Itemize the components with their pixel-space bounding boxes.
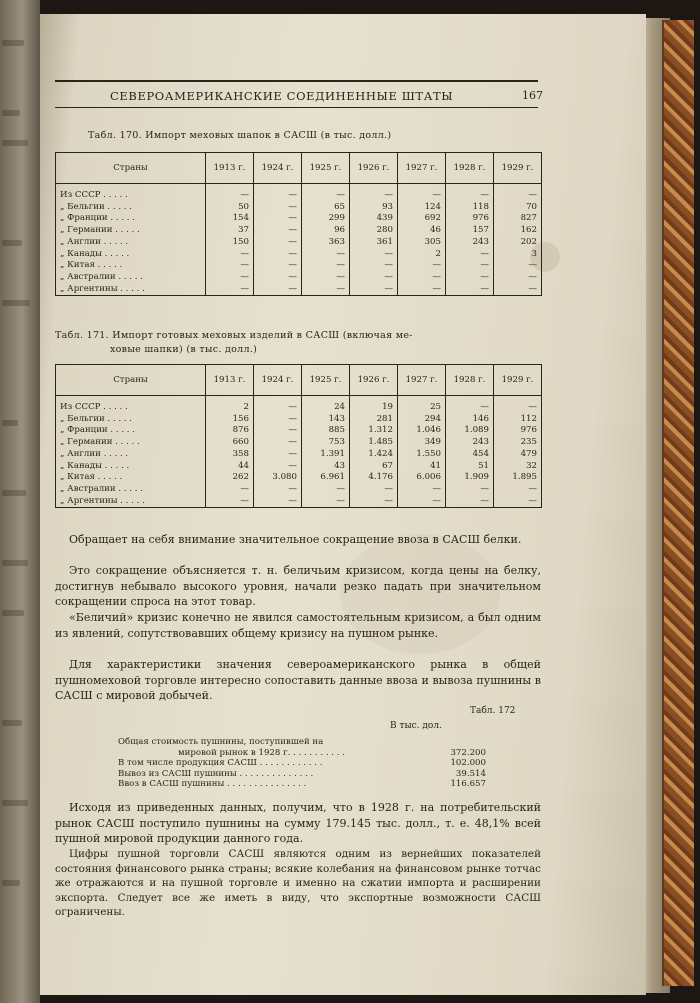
table-header-row xyxy=(56,153,542,184)
value-cell: 479 xyxy=(494,449,542,461)
table-row xyxy=(56,202,542,214)
country-cell: „ Германии . . . . . xyxy=(56,225,206,237)
country-cell: „ Китая . . . . . xyxy=(56,260,206,272)
value-cell: — xyxy=(206,484,254,496)
value-cell: 660 xyxy=(206,437,254,449)
value-cell: 363 xyxy=(302,237,350,249)
table-row xyxy=(56,213,542,225)
value-cell: 25 xyxy=(398,402,446,414)
column-header: 1925 г. xyxy=(302,153,350,184)
value-cell: 1.312 xyxy=(350,425,398,437)
column-header: 1927 г. xyxy=(398,153,446,184)
value-cell: 262 xyxy=(206,472,254,484)
value-cell: 294 xyxy=(398,414,446,426)
value-cell: 305 xyxy=(398,237,446,249)
header-rule-bottom xyxy=(55,107,538,108)
table-row xyxy=(118,748,486,759)
value-cell: 50 xyxy=(206,202,254,214)
table-row xyxy=(56,190,542,202)
adjacent-left-page xyxy=(0,0,40,1003)
country-cell: „ Аргентины . . . . . xyxy=(56,496,206,508)
value-cell: — xyxy=(254,260,302,272)
value-cell: 299 xyxy=(302,213,350,225)
value-cell: — xyxy=(254,437,302,449)
table-row xyxy=(56,472,542,484)
value-cell: — xyxy=(206,272,254,284)
value-cell: 1.046 xyxy=(398,425,446,437)
value-cell: 65 xyxy=(302,202,350,214)
column-header: 1924 г. xyxy=(254,365,302,396)
country-cell: „ Канады . . . . . xyxy=(56,249,206,261)
table-row xyxy=(56,260,542,272)
paragraph: Цифры пушной торговли САСШ являются одним из вернейших показателей состояния финансового рынка страны; всякие колебания на финансовом рынке тотчас же отражаются и на пушной торговле и именно на сжатии импорта и расширении экспорта. Следует все же иметь в виду, что экспортные возможности САСШ ограничены. xyxy=(55,848,541,919)
value-cell: 93 xyxy=(350,202,398,214)
value-cell: 202 xyxy=(494,237,542,249)
country-cell: „ Франции . . . . . xyxy=(56,213,206,225)
value-cell: — xyxy=(446,484,494,496)
book-binding xyxy=(662,20,694,986)
paragraph: Обращает на себя внимание значительное сокращение ввоза в САСШ белки. xyxy=(69,533,522,546)
table-171-caption-line1: Табл. 171. Импорт готовых меховых изделий в САСШ (включая ме- xyxy=(55,330,413,341)
value-cell: — xyxy=(254,237,302,249)
value-cell: — xyxy=(302,284,350,296)
value-cell: — xyxy=(494,284,542,296)
country-cell: „ Австралии . . . . . xyxy=(56,272,206,284)
row-value: 102.000 xyxy=(450,758,486,769)
value-cell: — xyxy=(398,484,446,496)
value-cell: 454 xyxy=(446,449,494,461)
value-cell: — xyxy=(206,496,254,508)
value-cell: 51 xyxy=(446,461,494,473)
row-label: В том числе продукция САСШ . . . . . . . . . . . . xyxy=(118,758,323,769)
value-cell: 3.080 xyxy=(254,472,302,484)
country-cell: „ Англии . . . . . xyxy=(56,449,206,461)
country-cell: „ Германии . . . . . xyxy=(56,437,206,449)
column-header: 1929 г. xyxy=(494,153,542,184)
value-cell: 24 xyxy=(302,402,350,414)
value-cell: — xyxy=(254,202,302,214)
table-171 xyxy=(55,364,542,508)
table-171-caption-line2: ховые шапки) (в тыс. долл.) xyxy=(110,344,258,355)
table-row xyxy=(56,272,542,284)
value-cell: 885 xyxy=(302,425,350,437)
country-cell: „ Франции . . . . . xyxy=(56,425,206,437)
book-page xyxy=(40,14,646,995)
country-cell: „ Аргентины . . . . . xyxy=(56,284,206,296)
column-header: 1926 г. xyxy=(350,153,398,184)
value-cell: — xyxy=(254,484,302,496)
value-cell: — xyxy=(350,496,398,508)
table-row xyxy=(56,425,542,437)
row-value: 372.200 xyxy=(450,747,486,758)
value-cell: 70 xyxy=(494,202,542,214)
column-header: 1913 г. xyxy=(206,153,254,184)
table-header-row xyxy=(56,365,542,396)
value-cell: — xyxy=(494,190,542,202)
value-cell: 361 xyxy=(350,237,398,249)
column-header: 1928 г. xyxy=(446,153,494,184)
table-170 xyxy=(55,152,542,296)
value-cell: 2 xyxy=(206,402,254,414)
running-head: СЕВЕРОАМЕРИКАНСКИЕ СОЕДИНЕННЫЕ ШТАТЫ xyxy=(110,89,454,103)
value-cell: — xyxy=(350,190,398,202)
value-cell: — xyxy=(254,284,302,296)
value-cell: 439 xyxy=(350,213,398,225)
value-cell: — xyxy=(446,402,494,414)
value-cell: 96 xyxy=(302,225,350,237)
value-cell: — xyxy=(254,190,302,202)
value-cell: 1.391 xyxy=(302,449,350,461)
value-cell: 281 xyxy=(350,414,398,426)
country-cell: „ Бельгии . . . . . xyxy=(56,202,206,214)
value-cell: — xyxy=(398,260,446,272)
paragraph: «Беличий» кризис конечно не явился самостоятельным кризисом, а был одним из явлений, сопутствовавших общему кризису на пушном рынке. xyxy=(55,611,541,640)
value-cell: 243 xyxy=(446,237,494,249)
value-cell: — xyxy=(206,260,254,272)
table-172-label: Табл. 172 xyxy=(470,706,516,716)
value-cell: 6.006 xyxy=(398,472,446,484)
value-cell: — xyxy=(446,496,494,508)
paragraph: Для характеристики значения североамериканского рынка в общей пушномеховой торговле интересно сопоставить данные ввоза и вывоза пушнины в САСШ с мировой добычей. xyxy=(55,658,541,703)
table-row xyxy=(56,249,542,261)
table-172 xyxy=(118,737,486,790)
value-cell: — xyxy=(302,190,350,202)
value-cell: — xyxy=(254,425,302,437)
table-170-caption: Табл. 170. Импорт меховых шапок в САСШ (в тыс. долл.) xyxy=(88,130,392,141)
table-row xyxy=(56,402,542,414)
country-cell: Из СССР . . . . . xyxy=(56,190,206,202)
value-cell: — xyxy=(302,496,350,508)
table-row xyxy=(56,496,542,508)
column-header: Страны xyxy=(56,365,206,396)
value-cell: 3 xyxy=(494,249,542,261)
value-cell: — xyxy=(302,249,350,261)
country-cell: Из СССР . . . . . xyxy=(56,402,206,414)
value-cell: 112 xyxy=(494,414,542,426)
value-cell: 2 xyxy=(398,249,446,261)
value-cell: 32 xyxy=(494,461,542,473)
column-header: 1926 г. xyxy=(350,365,398,396)
value-cell: 4.176 xyxy=(350,472,398,484)
value-cell: 46 xyxy=(398,225,446,237)
table-row xyxy=(56,225,542,237)
value-cell: 976 xyxy=(494,425,542,437)
value-cell: — xyxy=(446,272,494,284)
value-cell: — xyxy=(254,496,302,508)
value-cell: 162 xyxy=(494,225,542,237)
column-header: 1929 г. xyxy=(494,365,542,396)
value-cell: 154 xyxy=(206,213,254,225)
value-cell: — xyxy=(398,496,446,508)
table-row xyxy=(56,449,542,461)
value-cell: 1.424 xyxy=(350,449,398,461)
value-cell: — xyxy=(350,284,398,296)
table-row xyxy=(118,758,486,769)
table-row xyxy=(56,414,542,426)
value-cell: 146 xyxy=(446,414,494,426)
row-label: Вывоз из САСШ пушнины . . . . . . . . . . . . . . xyxy=(118,768,314,779)
value-cell: 1.485 xyxy=(350,437,398,449)
value-cell: — xyxy=(398,272,446,284)
value-cell: 358 xyxy=(206,449,254,461)
value-cell: — xyxy=(446,190,494,202)
value-cell: — xyxy=(446,260,494,272)
value-cell: 43 xyxy=(302,461,350,473)
paragraph: Это сокращение объясняется т. н. беличьим кризисом, когда цены на белку, достигнув небывало высокого уровня, начали резко падать при значительном сокращении спроса на этот товар. xyxy=(55,564,541,609)
value-cell: 37 xyxy=(206,225,254,237)
page-number: 167 xyxy=(522,89,543,102)
value-cell: — xyxy=(398,190,446,202)
row-value: 116.657 xyxy=(450,779,486,790)
value-cell: — xyxy=(350,484,398,496)
country-cell: „ Канады . . . . . xyxy=(56,461,206,473)
value-cell: 280 xyxy=(350,225,398,237)
table-row xyxy=(56,284,542,296)
value-cell: 349 xyxy=(398,437,446,449)
table-row xyxy=(56,461,542,473)
value-cell: 876 xyxy=(206,425,254,437)
value-cell: — xyxy=(254,402,302,414)
value-cell: — xyxy=(446,249,494,261)
value-cell: 41 xyxy=(398,461,446,473)
value-cell: 827 xyxy=(494,213,542,225)
value-cell: — xyxy=(206,284,254,296)
value-cell: — xyxy=(494,402,542,414)
value-cell: — xyxy=(494,496,542,508)
row-label: Общая стоимость пушнины, поступившей на xyxy=(118,737,324,747)
table-row xyxy=(56,237,542,249)
value-cell: — xyxy=(254,272,302,284)
row-label: мировой рынок в 1928 г. . . . . . . . . . . xyxy=(178,747,345,758)
column-header: 1924 г. xyxy=(254,153,302,184)
row-label: Ввоз в САСШ пушнины . . . . . . . . . . . . . . . xyxy=(118,779,307,790)
value-cell: — xyxy=(350,260,398,272)
column-header: 1913 г. xyxy=(206,365,254,396)
value-cell: 692 xyxy=(398,213,446,225)
value-cell: — xyxy=(254,461,302,473)
value-cell: 118 xyxy=(446,202,494,214)
country-cell: „ Китая . . . . . xyxy=(56,472,206,484)
value-cell: — xyxy=(206,190,254,202)
value-cell: — xyxy=(302,260,350,272)
value-cell: — xyxy=(254,225,302,237)
value-cell: — xyxy=(350,249,398,261)
value-cell: 1.550 xyxy=(398,449,446,461)
country-cell: „ Бельгии . . . . . xyxy=(56,414,206,426)
table-row xyxy=(56,437,542,449)
value-cell: 753 xyxy=(302,437,350,449)
value-cell: — xyxy=(254,449,302,461)
column-header: Страны xyxy=(56,153,206,184)
value-cell: 235 xyxy=(494,437,542,449)
value-cell: 1.895 xyxy=(494,472,542,484)
value-cell: 150 xyxy=(206,237,254,249)
value-cell: — xyxy=(494,272,542,284)
row-value: 39.514 xyxy=(455,768,486,779)
value-cell: 143 xyxy=(302,414,350,426)
value-cell: 124 xyxy=(398,202,446,214)
value-cell: 156 xyxy=(206,414,254,426)
country-cell: „ Англии . . . . . xyxy=(56,237,206,249)
value-cell: 67 xyxy=(350,461,398,473)
value-cell: — xyxy=(494,484,542,496)
header-rule-top xyxy=(55,80,538,82)
value-cell: 44 xyxy=(206,461,254,473)
table-row xyxy=(118,769,486,780)
value-cell: — xyxy=(398,284,446,296)
value-cell: — xyxy=(254,249,302,261)
column-header: 1928 г. xyxy=(446,365,494,396)
table-172-unit: В тыс. дол. xyxy=(390,721,442,731)
paragraph: Исходя из приведенных данных, получим, что в 1928 г. на потребительский рынок САСШ поступило пушнины на сумму 179.145 тыс. долл., т. е. 48,1% всей пушной мировой продукции данного года. xyxy=(55,801,541,846)
column-header: 1927 г. xyxy=(398,365,446,396)
column-header: 1925 г. xyxy=(302,365,350,396)
value-cell: 976 xyxy=(446,213,494,225)
value-cell: 157 xyxy=(446,225,494,237)
value-cell: 243 xyxy=(446,437,494,449)
value-cell: 6.961 xyxy=(302,472,350,484)
table-row xyxy=(118,779,486,790)
value-cell: — xyxy=(302,484,350,496)
value-cell: 19 xyxy=(350,402,398,414)
value-cell: — xyxy=(302,272,350,284)
value-cell: — xyxy=(254,414,302,426)
value-cell: — xyxy=(254,213,302,225)
value-cell: 1.089 xyxy=(446,425,494,437)
value-cell: — xyxy=(206,249,254,261)
value-cell: 1.909 xyxy=(446,472,494,484)
value-cell: — xyxy=(494,260,542,272)
country-cell: „ Австралии . . . . . xyxy=(56,484,206,496)
value-cell: — xyxy=(350,272,398,284)
table-row xyxy=(56,484,542,496)
table-row xyxy=(118,737,486,748)
value-cell: — xyxy=(446,284,494,296)
